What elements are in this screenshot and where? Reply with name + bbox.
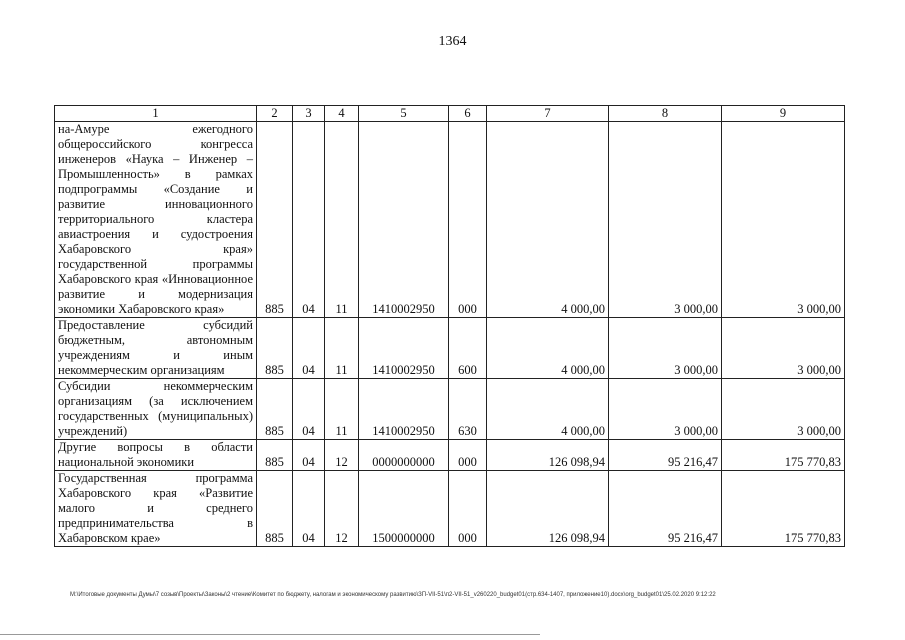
cell-amount-3: 3 000,00 <box>722 318 845 379</box>
cell-expense-type: 000 <box>449 122 487 318</box>
column-header: 3 <box>293 106 325 122</box>
column-header: 2 <box>257 106 293 122</box>
row-name: Субсидии некоммерческим организациям (за исключением государственных (муниципальных) учреждений) <box>55 379 257 440</box>
column-header: 1 <box>55 106 257 122</box>
table-row <box>55 318 845 379</box>
row-name: Предоставление субсидий бюджетным, автономным учреждениям и иным некоммерческим организациям <box>55 318 257 379</box>
column-header: 6 <box>449 106 487 122</box>
budget-table <box>54 105 845 547</box>
cell-expense-type: 630 <box>449 379 487 440</box>
cell-amount-2: 3 000,00 <box>609 122 722 318</box>
cell-amount-3: 3 000,00 <box>722 122 845 318</box>
cell-target-article: 1410002950 <box>359 318 449 379</box>
file-path-footer: M:\Итоговые документы Думы\7 созыв\Проекты\Законы\2 чтение\Комитет по бюджету, налогам и экономическому развитию\ЗП-VII-51\п2-VII-51_v260220_budget01(стр.634-1407, приложение10).docx\org_budget01\25.02.2020 9:12:22 <box>70 592 716 598</box>
cell-section: 04 <box>293 122 325 318</box>
cell-subsection: 11 <box>325 318 359 379</box>
cell-subsection: 12 <box>325 440 359 471</box>
cell-amount-1: 126 098,94 <box>487 440 609 471</box>
cell-target-article: 1410002950 <box>359 122 449 318</box>
cell-section: 04 <box>293 471 325 547</box>
cell-subsection: 11 <box>325 122 359 318</box>
cell-amount-1: 4 000,00 <box>487 318 609 379</box>
cell-amount-2: 95 216,47 <box>609 440 722 471</box>
column-header: 5 <box>359 106 449 122</box>
table-header-row <box>55 106 845 122</box>
table-row <box>55 471 845 547</box>
cell-ministry-code: 885 <box>257 122 293 318</box>
cell-section: 04 <box>293 440 325 471</box>
row-name: на-Амуре ежегодного общероссийского конгресса инженеров «Наука – Инженер – Промышленность» в рамках подпрограммы «Создание и развитие инновационного территориального кластера авиастроения и судостроения Хабаровского края» государственной программы Хабаровского края «Инновационное развитие и модернизация экономики Хабаровского края» <box>55 122 257 318</box>
cell-target-article: 1500000000 <box>359 471 449 547</box>
column-header: 9 <box>722 106 845 122</box>
row-name: Государственная программа Хабаровского края «Развитие малого и среднего предпринимательства в Хабаровском крае» <box>55 471 257 547</box>
column-header: 4 <box>325 106 359 122</box>
cell-ministry-code: 885 <box>257 318 293 379</box>
cell-amount-3: 3 000,00 <box>722 379 845 440</box>
cell-amount-2: 95 216,47 <box>609 471 722 547</box>
cell-amount-3: 175 770,83 <box>722 440 845 471</box>
cell-ministry-code: 885 <box>257 379 293 440</box>
cell-expense-type: 600 <box>449 318 487 379</box>
cell-ministry-code: 885 <box>257 440 293 471</box>
cell-amount-1: 126 098,94 <box>487 471 609 547</box>
cell-amount-2: 3 000,00 <box>609 379 722 440</box>
cell-expense-type: 000 <box>449 440 487 471</box>
table-row <box>55 122 845 318</box>
table-row <box>55 440 845 471</box>
cell-amount-1: 4 000,00 <box>487 122 609 318</box>
page-number: 1364 <box>438 34 467 49</box>
cell-expense-type: 000 <box>449 471 487 547</box>
cell-subsection: 12 <box>325 471 359 547</box>
cell-amount-3: 175 770,83 <box>722 471 845 547</box>
table-row <box>55 379 845 440</box>
cell-amount-1: 4 000,00 <box>487 379 609 440</box>
row-name: Другие вопросы в области национальной экономики <box>55 440 257 471</box>
cell-section: 04 <box>293 318 325 379</box>
cell-subsection: 11 <box>325 379 359 440</box>
cell-section: 04 <box>293 379 325 440</box>
column-header: 8 <box>609 106 722 122</box>
cell-target-article: 1410002950 <box>359 379 449 440</box>
column-header: 7 <box>487 106 609 122</box>
cell-ministry-code: 885 <box>257 471 293 547</box>
cell-target-article: 0000000000 <box>359 440 449 471</box>
cell-amount-2: 3 000,00 <box>609 318 722 379</box>
bottom-rule <box>0 634 540 635</box>
